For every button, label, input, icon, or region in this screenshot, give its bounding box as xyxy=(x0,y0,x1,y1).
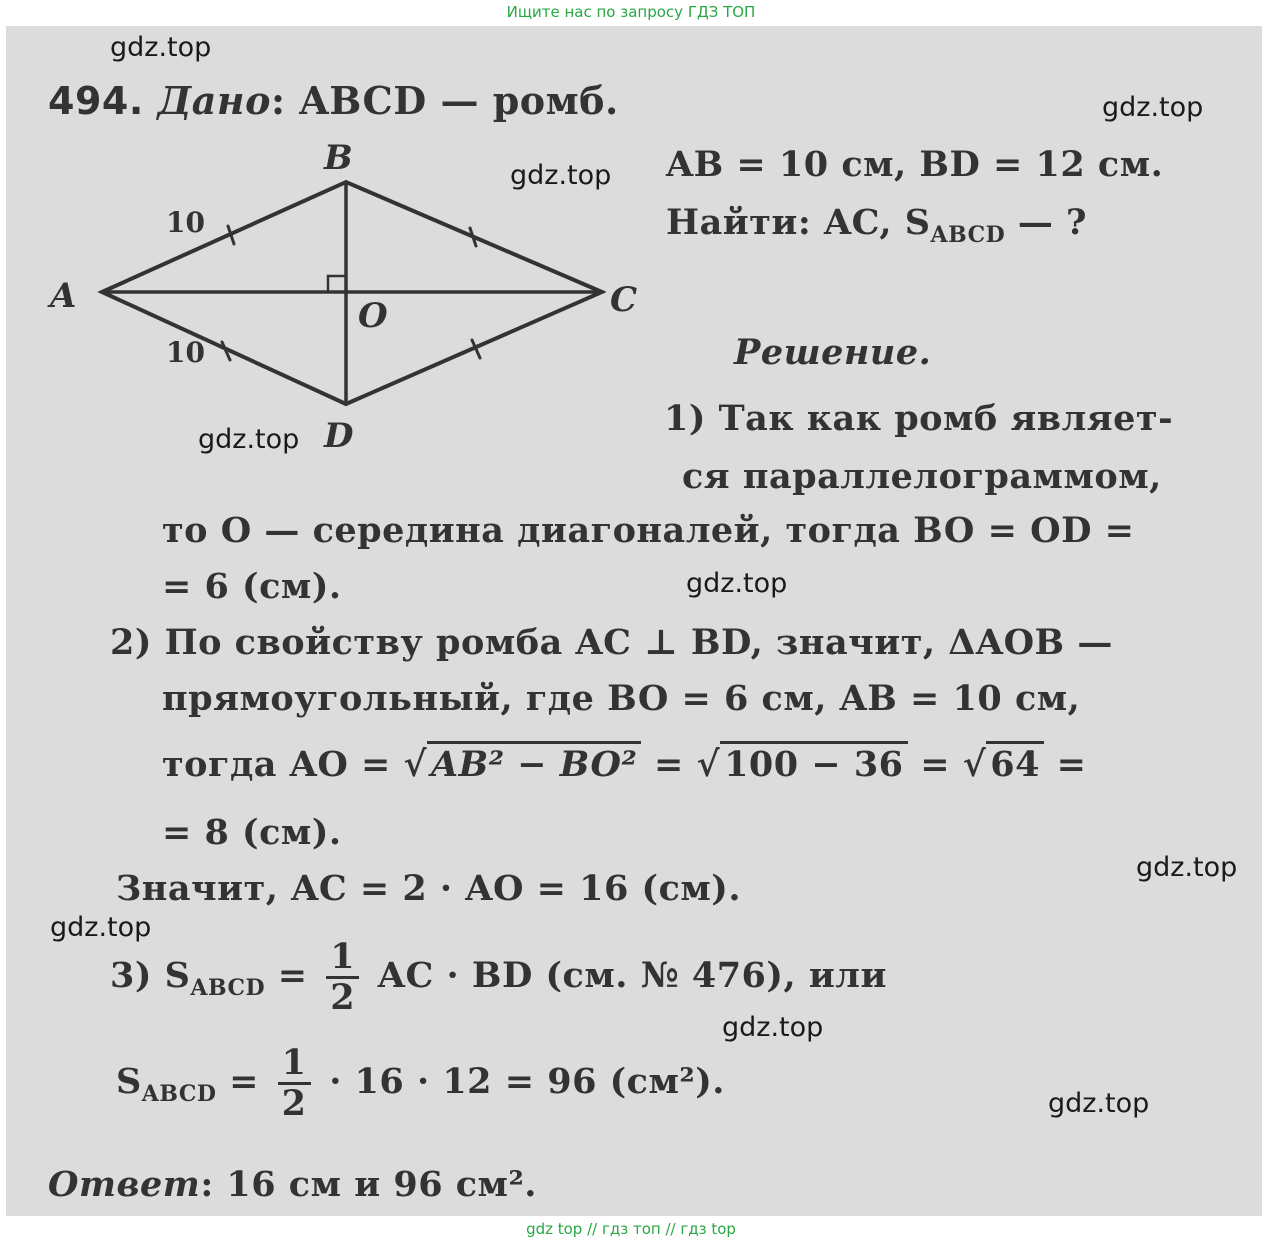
watermark: gdz.top xyxy=(110,32,212,63)
step2-line1: 2) По свойству ромба AC ⊥ BD, значит, ΔAOB — xyxy=(110,622,1113,663)
step3-line2: $S_{ABCD}$ = $\frac{1}{2}$ · 16 · 12 = 96 (см²). xyxy=(116,1042,725,1124)
find-line: Найти: AC, $S_{ABCD}$ — ? xyxy=(666,202,1088,248)
bottom-banner[interactable]: gdz top // гдз топ // гдз top xyxy=(0,1216,1262,1244)
problem-header xyxy=(48,78,619,123)
watermark: gdz.top xyxy=(686,568,788,599)
rhombus-figure xyxy=(6,146,606,476)
step1-line4: = 6 (см). xyxy=(162,566,342,607)
vertex-label-a: A xyxy=(50,276,77,316)
right-angle-mark xyxy=(328,276,346,292)
watermark: gdz.top xyxy=(50,912,152,943)
step2-line2: прямоугольный, где BO = 6 см, AB = 10 см, xyxy=(162,678,1081,719)
watermark: gdz.top xyxy=(1136,852,1238,883)
vertex-label-d: D xyxy=(324,416,354,456)
watermark: gdz.top xyxy=(1048,1088,1150,1119)
given-text: : ABCD — ромб. xyxy=(270,78,619,123)
vertex-label-b: B xyxy=(324,138,353,178)
fraction-one-half: $\frac{1}{2}$ xyxy=(326,938,359,1017)
step1-line2: ся параллелограммом, xyxy=(682,456,1162,497)
problem-number: 494. xyxy=(48,79,144,123)
textbook-page xyxy=(6,26,1262,1216)
center-label-o: O xyxy=(358,296,388,336)
step2-line5: Значит, AC = 2 · AO = 16 (см). xyxy=(116,868,742,909)
given-label: Дано xyxy=(157,78,271,123)
watermark: gdz.top xyxy=(1102,92,1204,123)
watermark: gdz.top xyxy=(198,424,300,455)
watermark: gdz.top xyxy=(510,160,612,191)
fraction-one-half: $\frac{1}{2}$ xyxy=(278,1044,311,1123)
answer-line: Ответ: 16 см и 96 см². xyxy=(48,1164,537,1205)
step1-line3: то O — середина диагоналей, тогда BO = OD = xyxy=(162,510,1135,551)
given-data: AB = 10 см, BD = 12 см. xyxy=(666,144,1164,185)
top-banner[interactable]: Ищите нас по запросу ГДЗ ТОП xyxy=(0,0,1262,26)
solution-title: Решение. xyxy=(734,332,932,373)
step3-line1: 3) $S_{ABCD}$ = $\frac{1}{2}$ AC · BD (см. № 476), или xyxy=(110,936,887,1018)
vertex-label-c: C xyxy=(610,280,638,320)
step1-line1: 1) Так как ромб являет- xyxy=(664,398,1174,439)
side-length-label: 10 xyxy=(166,336,205,369)
step2-line3: тогда AO = √ AB² − BO² = √ 100 − 36 = √ 64 = xyxy=(162,744,1087,785)
watermark: gdz.top xyxy=(722,1012,824,1043)
side-length-label: 10 xyxy=(166,206,205,239)
step2-line4: = 8 (см). xyxy=(162,812,342,853)
